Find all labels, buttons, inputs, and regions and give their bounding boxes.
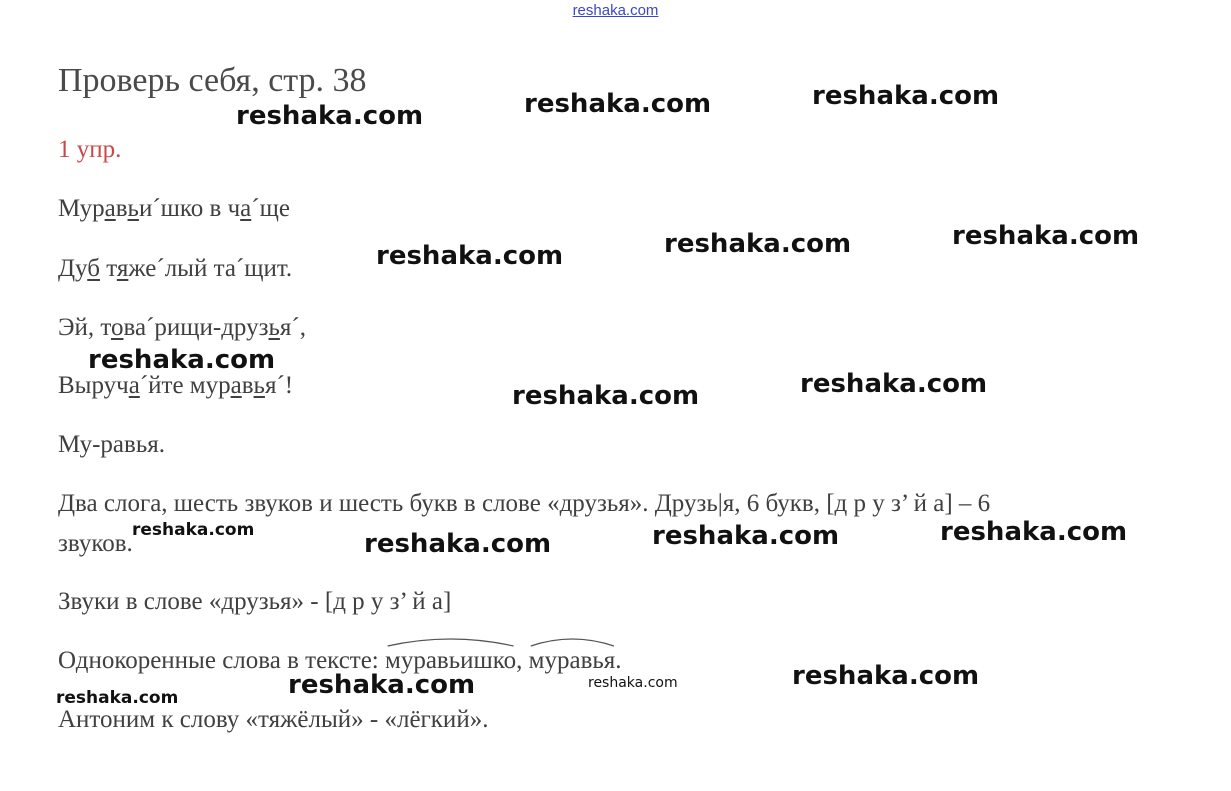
watermark: reshaka.com — [56, 688, 179, 708]
watermark: reshaka.com — [364, 529, 552, 559]
underlined-letter: а — [128, 372, 140, 399]
text-fragment: в — [115, 195, 128, 222]
root-word — [529, 647, 616, 675]
text-fragment: . — [615, 647, 622, 674]
text-fragment: ´ще — [251, 195, 290, 222]
sounds-line: Звуки в слове «друзья» - [д р у з’ й а] — [58, 588, 452, 615]
underlined-letter: а — [230, 372, 242, 399]
underlined-letter: ь — [253, 372, 265, 399]
text-fragment: т — [99, 255, 117, 282]
text-fragment: и´шко в ч — [138, 195, 241, 222]
syllables-line: Му-равья. — [58, 431, 165, 458]
underlined-letter: я — [116, 255, 129, 282]
underlined-letter: ь — [127, 195, 139, 222]
text-fragment: в — [241, 372, 254, 399]
poem-line-1 — [58, 195, 290, 223]
watermark: reshaka.com — [652, 521, 840, 551]
underlined-letter: ь — [268, 314, 280, 341]
root-word-text: муравья — [528, 647, 616, 674]
watermark: reshaka.com — [376, 241, 564, 271]
watermark: reshaka.com — [132, 520, 255, 540]
watermark: reshaka.com — [588, 675, 678, 691]
antonym-line: Антоним к слову «тяжёлый» - «лёгкий». — [58, 706, 489, 733]
underlined-letter: б — [87, 255, 100, 282]
watermark: reshaka.com — [512, 381, 700, 411]
page-title: Проверь себя, стр. 38 — [58, 62, 367, 99]
analysis-line-1: Два слога, шесть звуков и шесть букв в слове «друзья». Друзь|я, 6 букв, [д р у з’ й а] – 6 — [58, 490, 991, 517]
analysis-line-2: звуков. — [58, 530, 133, 557]
text-fragment: Однокоренные слова в тексте: — [58, 647, 386, 674]
text-fragment: я´, — [279, 314, 306, 341]
watermark: reshaka.com — [524, 89, 712, 119]
text-fragment: же´лый та´щит. — [128, 255, 293, 282]
watermark: reshaka.com — [812, 81, 1000, 111]
site-link[interactable]: reshaka.com — [572, 2, 659, 19]
watermark: reshaka.com — [800, 369, 988, 399]
watermark: reshaka.com — [236, 101, 424, 131]
watermark: reshaka.com — [664, 229, 852, 259]
underlined-letter: о — [110, 314, 124, 341]
root-word-text: муравьишко — [385, 647, 517, 674]
poem-line-3 — [58, 314, 306, 342]
text-fragment: Эй, т — [58, 314, 111, 341]
watermark: reshaka.com — [792, 661, 980, 691]
text-fragment: ´йте мур — [139, 372, 231, 399]
watermark: reshaka.com — [88, 345, 276, 375]
text-fragment: , — [516, 647, 529, 674]
poem-line-2 — [58, 255, 292, 283]
text-fragment: Мур — [58, 195, 105, 222]
text-fragment: Выруч — [58, 372, 129, 399]
text-fragment: Ду — [58, 255, 88, 282]
watermark: reshaka.com — [952, 221, 1140, 251]
watermark: reshaka.com — [940, 517, 1128, 547]
root-arc-icon — [385, 635, 516, 647]
poem-line-4 — [58, 372, 293, 400]
underlined-letter: а — [104, 195, 116, 222]
text-fragment: я´! — [264, 372, 294, 399]
watermark: reshaka.com — [288, 670, 476, 700]
root-arc-icon — [529, 635, 616, 647]
underlined-letter: а — [240, 195, 252, 222]
exercise-label: 1 упр. — [58, 136, 122, 163]
text-fragment: ва´рищи-друз — [123, 314, 269, 341]
